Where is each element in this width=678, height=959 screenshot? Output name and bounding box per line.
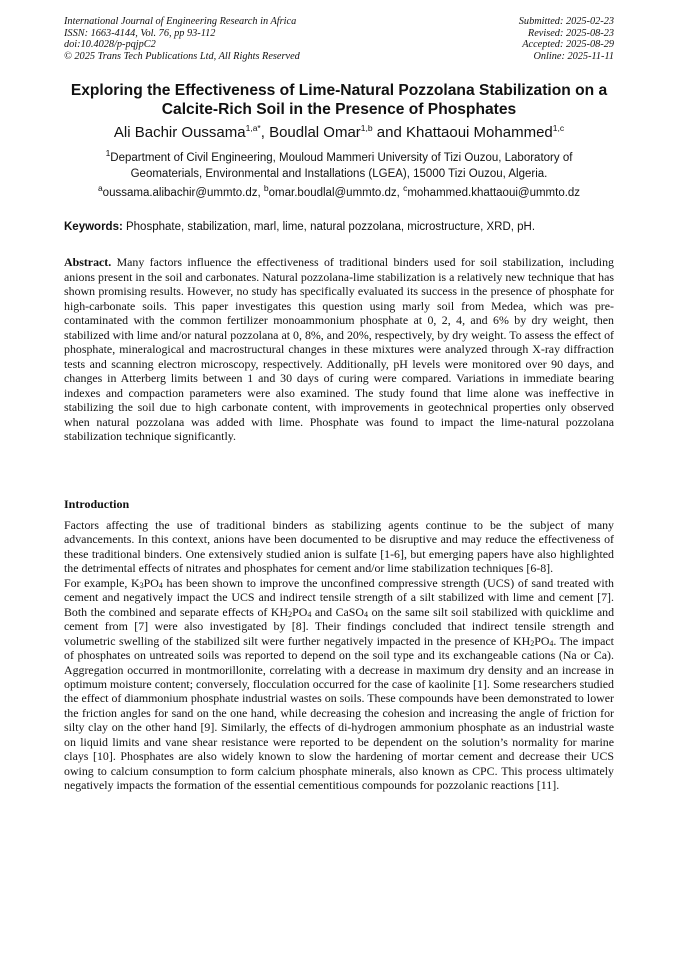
revised-date: Revised: 2025-08-23 xyxy=(527,27,614,39)
text-run: PO xyxy=(143,575,159,590)
abstract-label: Abstract. xyxy=(64,255,112,269)
email-separator: , xyxy=(257,187,264,199)
subscript: 4 xyxy=(158,580,163,590)
header-right xyxy=(519,16,614,62)
subscript: 2 xyxy=(530,638,535,648)
text-run: . The impact of phosphates on untreated soils was reported to depend on the soil type and its exchangeable cations (Na or Ca). Aggregation occurred in montmorillonite, correlating with a decrease in maximum dry density and an increase in optimum moisture content; conversely, flocculation occurred for the case of kaolinite [1]. Some researchers studied the effect of diammonium phosphate industrial wastes on soils. These compounds have been demonstrated to lower the friction angles for sand on the one hand, while decreasing the cohesion and increasing the angle of friction for silty clay on the other hand [9]. Similarly, the effects of di-hydrogen ammonium phosphate as an industrial waste on liquid limits and vane shear resistance were reported to be dependent on the solution’s normality for marine clays [10]. Phosphates are also widely known to slow the hardening of mortar cement and decrease their UCS owing to calcium consumption to form calcium phosphate minerals, also known as CPC. This process ultimately negatively impacts the formation of the essential cementitious compounds for pozzolanic reactions [11]. xyxy=(64,633,614,793)
author-2: Boudlal Omar xyxy=(269,124,361,141)
keywords-label: Keywords: xyxy=(64,221,123,233)
author-3: Khattaoui Mohammed xyxy=(406,124,553,141)
text-run: has been shown to improve the unconfined compressive strength (UCS) of sand treated with cement and negatively impact the UCS and indirect tensile strength of a silt stabilized with lime and cement [7]. Both the combined and separate effects of KH xyxy=(64,575,614,619)
affiliation-marker: 1 xyxy=(105,148,111,159)
text-run: PO xyxy=(534,633,550,648)
email-b-marker: b xyxy=(263,183,269,194)
text-run: PO xyxy=(292,604,308,619)
online-date: Online: 2025-11-11 xyxy=(533,50,614,62)
intro-paragraph-1: Factors affecting the use of traditional binders as stabilizing agents continue to be the subject of many advancements. In this context, anions have been documented to be disruptive and may reduce the effectiveness of these traditional binders. One extensively studied anion is sulfate [1-6], but emerging papers have also highlighted the detrimental effects of nitrates and phosphates for cement and/or lime stabilization techniques [6-8]. xyxy=(64,518,614,576)
subscript: 2 xyxy=(288,609,293,619)
text-run: and CaSO xyxy=(311,604,365,619)
email-b[interactable]: omar.boudlal@ummto.dz xyxy=(268,187,397,199)
email-separator: , xyxy=(396,187,404,199)
intro-paragraph-2 xyxy=(64,576,614,793)
text-run: For example, K xyxy=(64,575,140,590)
affiliation-line-1: Department of Civil Engineering, Mouloud Mammeri University of Tizi Ouzou, Laboratory of xyxy=(110,152,573,164)
subscript: 4 xyxy=(307,609,312,619)
introduction-body xyxy=(64,518,614,793)
title-line-2: Calcite-Rich Soil in the Presence of Phosphates xyxy=(161,101,517,118)
author-2-affil: 1,b xyxy=(360,123,373,133)
affiliation xyxy=(64,150,614,182)
author-emails xyxy=(40,183,638,200)
section-heading-introduction: Introduction xyxy=(64,497,130,511)
title-line-1: Exploring the Effectiveness of Lime-Natural Pozzolana Stabilization on a xyxy=(70,82,608,99)
issn-volume: ISSN: 1663-4144, Vol. 76, pp 93-112 xyxy=(64,27,216,39)
subscript: 4 xyxy=(364,609,369,619)
author-1: Ali Bachir Oussama xyxy=(113,124,246,141)
keywords xyxy=(64,220,614,234)
accepted-date: Accepted: 2025-08-29 xyxy=(522,39,614,51)
author-3-affil: 1,c xyxy=(552,123,565,133)
author-list xyxy=(40,124,638,142)
keywords-text: Phosphate, stabilization, marl, lime, natural pozzolana, microstructure, XRD, pH. xyxy=(122,221,536,233)
text-run: on the same silt soil stabilized with quicklime and cement from [7] were also investigated by [8]. Their findings concluded that indirect tensile strength and volumetric swelling of the stabilized silt were further negatively impacted in the presence of KH xyxy=(64,604,615,648)
submitted-date: Submitted: 2025-02-23 xyxy=(518,16,614,27)
doi[interactable]: doi:10.4028/p-pqjpC2 xyxy=(64,39,156,51)
author-1-affil: 1,a* xyxy=(245,123,261,133)
subscript: 4 xyxy=(549,638,554,648)
subscript: 3 xyxy=(139,580,144,590)
header-left xyxy=(64,16,300,62)
abstract-text: Many factors influence the effectiveness of traditional binders used for soil stabilization, including anions present in the soil and carbonates. Natural pozzolana-lime stabilization is a relatively new technique that has shown promising results. However, no study has specifically evaluated its success in the presence of phosphate for high-carbonate soils. This paper investigates this question using marly soil from Medea, which was pre-contaminated with the common fertilizer monoammonium phosphate at 0, 2, 4, and 6% by dry weight, then stabilized with lime and/or natural pozzolana at 0, 8%, and 20%, respectively, by dry weight. To assess the effect of phosphate, mineralogical and macrostructural changes in these mixtures were analyzed through X-ray diffraction tests and scanning electron microscopy, respectively. Additionally, pH levels were monitored over 90 days, and changes in Atterberg limits between 1 and 30 days of curing were compared. Variations in immediate bearing indexes and compaction parameters were also examined. The study found that lime alone was ineffective in stabilizing the soil due to high carbonate content, with improvements in geotechnical properties only observed when natural pozzolana was added with lime. Phosphate was found to impact the lime-natural pozzolana stabilization technique significantly. xyxy=(64,255,614,443)
author-separator: and xyxy=(372,124,406,141)
email-a[interactable]: oussama.alibachir@ummto.dz xyxy=(102,187,258,199)
abstract xyxy=(64,255,614,444)
affiliation-line-2: Geomaterials, Environmental and Installations (LGEA), 15000 Tizi Ouzou, Algeria. xyxy=(130,168,548,180)
author-separator: , xyxy=(260,124,270,141)
email-c[interactable]: mohammed.khattaoui@ummto.dz xyxy=(407,187,581,199)
paper-title xyxy=(40,81,638,119)
email-c-marker: c xyxy=(403,183,408,194)
journal-name: International Journal of Engineering Research in Africa xyxy=(64,16,297,27)
email-a-marker: a xyxy=(97,183,103,194)
copyright: © 2025 Trans Tech Publications Ltd, All Rights Reserved xyxy=(64,50,300,62)
